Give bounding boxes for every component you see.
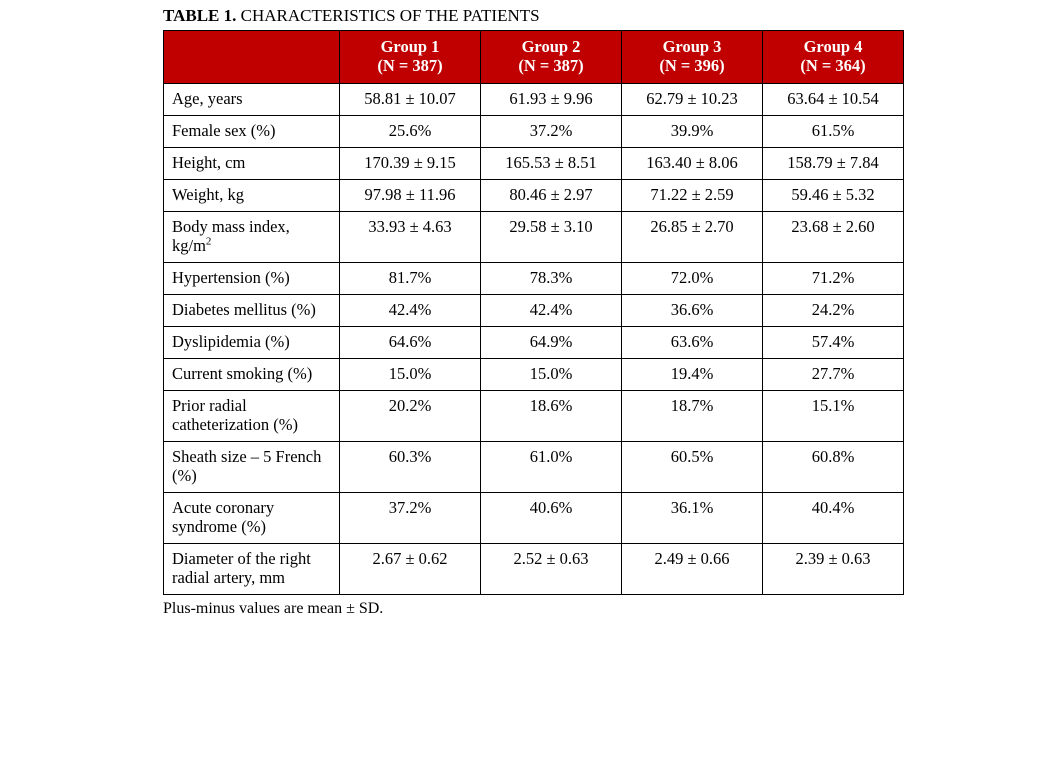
- row-label: Prior radial catheterization (%): [164, 391, 340, 442]
- row-value: 64.9%: [481, 327, 622, 359]
- table-row: [164, 442, 904, 493]
- row-label: Hypertension (%): [164, 263, 340, 295]
- row-value: 71.22 ± 2.59: [622, 180, 763, 212]
- row-value: 37.2%: [340, 493, 481, 544]
- row-value: 170.39 ± 9.15: [340, 148, 481, 180]
- row-label: Sheath size – 5 French (%): [164, 442, 340, 493]
- group-3-name: Group 3: [662, 37, 722, 56]
- row-value: 61.5%: [763, 116, 904, 148]
- row-label: Diabetes mellitus (%): [164, 295, 340, 327]
- table-header-group-4: [763, 31, 904, 84]
- row-value: 15.0%: [481, 359, 622, 391]
- row-value: 163.40 ± 8.06: [622, 148, 763, 180]
- table-header-group-2: [481, 31, 622, 84]
- row-value: 33.93 ± 4.63: [340, 212, 481, 263]
- row-value: 61.0%: [481, 442, 622, 493]
- table-row: [164, 359, 904, 391]
- row-value: 19.4%: [622, 359, 763, 391]
- row-value: 39.9%: [622, 116, 763, 148]
- row-value: 63.64 ± 10.54: [763, 84, 904, 116]
- table-row: [164, 327, 904, 359]
- row-label: Dyslipidemia (%): [164, 327, 340, 359]
- row-value: 15.0%: [340, 359, 481, 391]
- row-value: 57.4%: [763, 327, 904, 359]
- row-value: 158.79 ± 7.84: [763, 148, 904, 180]
- row-value: 71.2%: [763, 263, 904, 295]
- row-value: 59.46 ± 5.32: [763, 180, 904, 212]
- row-label: Body mass index, $kg/m^2$: [164, 212, 340, 263]
- table-row: [164, 116, 904, 148]
- table-header-group-1: [340, 31, 481, 84]
- row-value: 63.6%: [622, 327, 763, 359]
- row-value: 2.49 ± 0.66: [622, 544, 763, 595]
- row-value: 40.4%: [763, 493, 904, 544]
- row-value: 80.46 ± 2.97: [481, 180, 622, 212]
- row-value: 78.3%: [481, 263, 622, 295]
- row-value: 20.2%: [340, 391, 481, 442]
- table-row: [164, 391, 904, 442]
- row-value: 42.4%: [340, 295, 481, 327]
- characteristics-table: [163, 30, 904, 595]
- table-row: [164, 295, 904, 327]
- row-value: 61.93 ± 9.96: [481, 84, 622, 116]
- table-row: [164, 212, 904, 263]
- table-row: [164, 263, 904, 295]
- row-label: Weight, kg: [164, 180, 340, 212]
- row-value: 25.6%: [340, 116, 481, 148]
- row-value: 97.98 ± 11.96: [340, 180, 481, 212]
- row-label: Age, years: [164, 84, 340, 116]
- row-value: 23.68 ± 2.60: [763, 212, 904, 263]
- row-value: 81.7%: [340, 263, 481, 295]
- group-4-name: Group 4: [803, 37, 863, 56]
- superscript-two: 2: [205, 235, 212, 248]
- row-value: 64.6%: [340, 327, 481, 359]
- row-value: 36.1%: [622, 493, 763, 544]
- row-value: 2.67 ± 0.62: [340, 544, 481, 595]
- row-value: 18.7%: [622, 391, 763, 442]
- row-value: 40.6%: [481, 493, 622, 544]
- table-row: [164, 544, 904, 595]
- table-body: [164, 84, 904, 595]
- row-value: 36.6%: [622, 295, 763, 327]
- row-value: 60.5%: [622, 442, 763, 493]
- row-value: 58.81 ± 10.07: [340, 84, 481, 116]
- group-3-count: (N = 396): [659, 56, 725, 75]
- table-caption-text: CHARACTERISTICS OF THE PATIENTS: [240, 6, 540, 25]
- row-label: Acute coronary syndrome (%): [164, 493, 340, 544]
- table-row: [164, 148, 904, 180]
- row-value: 37.2%: [481, 116, 622, 148]
- row-label: Current smoking (%): [164, 359, 340, 391]
- row-value: 60.3%: [340, 442, 481, 493]
- row-value: 62.79 ± 10.23: [622, 84, 763, 116]
- row-value: 2.52 ± 0.63: [481, 544, 622, 595]
- table-header-corner: [164, 31, 340, 84]
- table-header: [164, 31, 904, 84]
- row-label: Height, cm: [164, 148, 340, 180]
- table-row: [164, 84, 904, 116]
- row-label: Diameter of the right radial artery, mm: [164, 544, 340, 595]
- table-row: [164, 180, 904, 212]
- table-footnote: Plus-minus values are mean ± SD.: [163, 600, 384, 617]
- row-value: 26.85 ± 2.70: [622, 212, 763, 263]
- row-value: 165.53 ± 8.51: [481, 148, 622, 180]
- group-2-count: (N = 387): [518, 56, 584, 75]
- row-value: 60.8%: [763, 442, 904, 493]
- row-value: 29.58 ± 3.10: [481, 212, 622, 263]
- table-header-group-3: [622, 31, 763, 84]
- row-value: 24.2%: [763, 295, 904, 327]
- group-1-count: (N = 387): [377, 56, 443, 75]
- table-row: [164, 493, 904, 544]
- table-caption-label: TABLE 1.: [163, 6, 237, 25]
- group-4-count: (N = 364): [800, 56, 866, 75]
- row-value: 15.1%: [763, 391, 904, 442]
- row-value: 18.6%: [481, 391, 622, 442]
- table-caption: [163, 6, 1063, 26]
- row-value: 72.0%: [622, 263, 763, 295]
- group-1-name: Group 1: [380, 37, 440, 56]
- row-value: 42.4%: [481, 295, 622, 327]
- table-header-row: [164, 31, 904, 84]
- row-value: 27.7%: [763, 359, 904, 391]
- row-label: Female sex (%): [164, 116, 340, 148]
- row-value: 2.39 ± 0.63: [763, 544, 904, 595]
- group-2-name: Group 2: [521, 37, 581, 56]
